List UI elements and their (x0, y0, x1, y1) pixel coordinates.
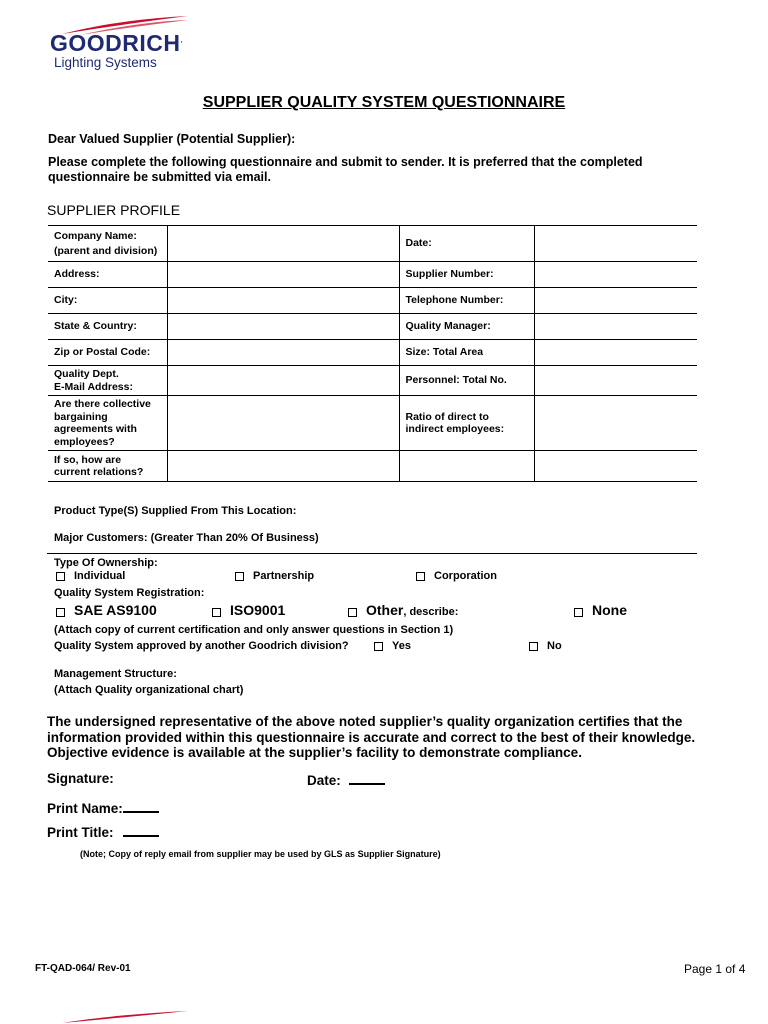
table-row (48, 451, 697, 482)
label-date: Date: (399, 226, 534, 262)
telephone-field[interactable] (534, 288, 697, 314)
ownership-partnership-option[interactable]: Partnership (235, 570, 314, 582)
company-logo: GOODRICH. (50, 30, 184, 56)
ownership-corporation-option[interactable]: Corporation (416, 570, 497, 582)
personnel-field[interactable] (534, 366, 697, 396)
print-title: Print Title: (47, 823, 159, 840)
label-quality-dept-email: Quality Dept. E-Mail Address: (48, 366, 167, 396)
approved-no-option[interactable]: No (529, 640, 562, 652)
table-row (48, 314, 697, 340)
table-row (48, 226, 697, 262)
certification-statement: The undersigned representative of the above noted supplier’s quality organization certifies that the information provided within this questionnaire is accurate and correct to the best of their knowledge. Objective evidence is available at the supplier’s facility to demonstrate compliance. (47, 714, 696, 760)
empty-cell (399, 451, 534, 482)
major-customers-label: Major Customers: (Greater Than 20% Of Business) (54, 532, 319, 544)
label-company-name: Company Name: (parent and division) (48, 226, 167, 262)
print-title-field[interactable] (123, 823, 159, 837)
print-name: Print Name: (47, 799, 159, 816)
ownership-individual-option[interactable]: Individual (56, 570, 125, 582)
supplier-profile-table (48, 225, 697, 482)
signature-date-field[interactable] (349, 771, 385, 785)
checkbox-none[interactable] (574, 608, 583, 617)
label-city: City: (48, 288, 167, 314)
registration-attach-note: (Attach copy of current certification and only answer questions in Section 1) (54, 624, 454, 636)
label-ratio: Ratio of direct to indirect employees: (399, 396, 534, 451)
logo-subtitle: Lighting Systems (54, 55, 157, 70)
checkbox-sae-as9100[interactable] (56, 608, 65, 617)
label-zip: Zip or Postal Code: (48, 340, 167, 366)
registration-sae-option[interactable]: SAE AS9100 (56, 602, 157, 618)
approved-yes-option[interactable]: Yes (374, 640, 411, 652)
label-state-country: State & Country: (48, 314, 167, 340)
logo-swoosh-icon (60, 1010, 190, 1024)
label-bargaining: Are there collective bargaining agreements with employees? (48, 396, 167, 451)
divider (47, 553, 697, 554)
signature-label: Signature: (47, 771, 114, 786)
company-name-field[interactable] (167, 226, 399, 262)
print-name-field[interactable] (123, 799, 159, 813)
registration-other-option[interactable]: Other, describe: (348, 602, 458, 618)
checkbox-other[interactable] (348, 608, 357, 617)
relations-field[interactable] (167, 451, 399, 482)
section-heading-supplier-profile: SUPPLIER PROFILE (47, 202, 181, 218)
zip-field[interactable] (167, 340, 399, 366)
registration-label: Quality System Registration: (54, 587, 205, 599)
label-personnel: Personnel: Total No. (399, 366, 534, 396)
checkbox-partnership[interactable] (235, 572, 244, 581)
city-field[interactable] (167, 288, 399, 314)
size-field[interactable] (534, 340, 697, 366)
checkbox-iso9001[interactable] (212, 608, 221, 617)
registration-iso-option[interactable]: ISO9001 (212, 602, 285, 618)
state-country-field[interactable] (167, 314, 399, 340)
supplier-number-field[interactable] (534, 262, 697, 288)
label-address: Address: (48, 262, 167, 288)
label-supplier-number: Supplier Number: (399, 262, 534, 288)
approved-question: Quality System approved by another Goodrich division? (54, 640, 349, 652)
label-relations: If so, how are current relations? (48, 451, 167, 482)
table-row (48, 396, 697, 451)
label-size: Size: Total Area (399, 340, 534, 366)
checkbox-yes[interactable] (374, 642, 383, 651)
page-number: Page 1 of 4 (684, 962, 746, 976)
email-field[interactable] (167, 366, 399, 396)
checkbox-individual[interactable] (56, 572, 65, 581)
registration-none-option[interactable]: None (574, 602, 627, 618)
management-label: Management Structure: (54, 668, 177, 680)
form-id: FT-QAD-064/ Rev-01 (35, 963, 131, 974)
empty-cell (534, 451, 697, 482)
product-types-label: Product Type(S) Supplied From This Location: (54, 505, 297, 517)
ownership-label: Type Of Ownership: (54, 557, 158, 569)
table-row (48, 366, 697, 396)
checkbox-corporation[interactable] (416, 572, 425, 581)
intro-line-2: questionnaire be submitted via email. (48, 170, 271, 184)
greeting: Dear Valued Supplier (Potential Supplier): (48, 132, 296, 146)
label-telephone: Telephone Number: (399, 288, 534, 314)
table-row (48, 340, 697, 366)
page-title: SUPPLIER QUALITY SYSTEM QUESTIONNAIRE (202, 94, 566, 111)
label-quality-manager: Quality Manager: (399, 314, 534, 340)
address-field[interactable] (167, 262, 399, 288)
checkbox-no[interactable] (529, 642, 538, 651)
intro-line-1: Please complete the following questionnaire and submit to sender. It is preferred that the completed (48, 155, 643, 169)
quality-manager-field[interactable] (534, 314, 697, 340)
table-row (48, 288, 697, 314)
bargaining-field[interactable] (167, 396, 399, 451)
management-attach-note: (Attach Quality organizational chart) (54, 684, 244, 696)
table-row (48, 262, 697, 288)
ratio-field[interactable] (534, 396, 697, 451)
signature-note: (Note; Copy of reply email from supplier may be used by GLS as Supplier Signature) (80, 849, 441, 859)
signature-date: Date: (307, 771, 385, 788)
date-field[interactable] (534, 226, 697, 262)
